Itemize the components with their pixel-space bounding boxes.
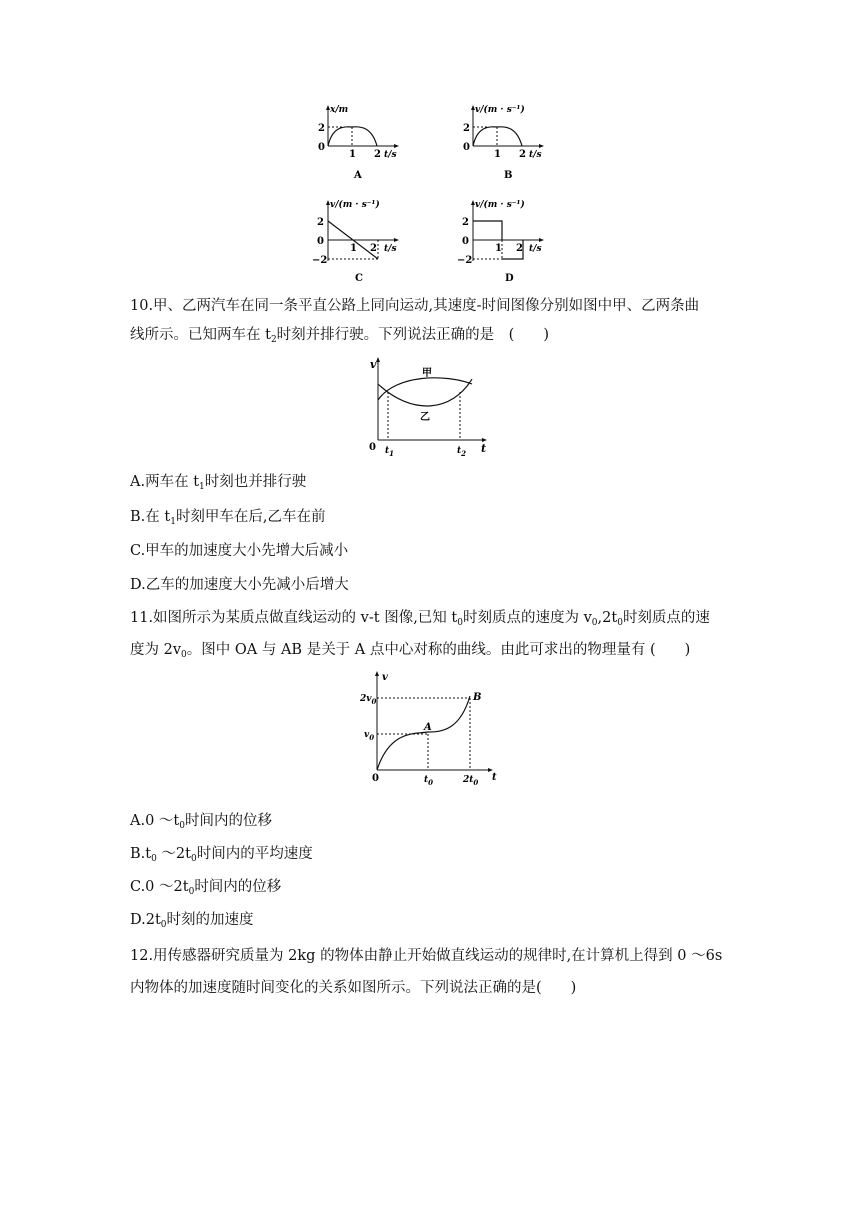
y-axis-label: v/(m · s⁻¹) xyxy=(475,105,525,115)
figure-caption: A xyxy=(354,170,362,181)
figure-q11-velocity-time xyxy=(360,670,505,790)
tick-label: 2 xyxy=(374,149,381,160)
question-12-text-line-1: 12.用传感器研究质量为 2kg 的物体由静止开始做直线运动的规律时,在计算机上得到 0 ～6s xyxy=(130,948,723,964)
question-11-text-line-2: 度为 $2v_0$。图中 OA 与 AB 是关于 A 点中心对称的曲线。由此可求出的物理量有 ( ) xyxy=(130,642,691,660)
figure-caption: D xyxy=(505,273,514,284)
figure-caption: B xyxy=(504,170,513,181)
tick-label-v0: $v_0$ xyxy=(364,730,375,742)
tick-label: 0 xyxy=(463,142,470,153)
tick-label: 2 xyxy=(516,243,523,254)
tick-label: 1 xyxy=(495,243,502,254)
curve-label-jia: 甲 xyxy=(422,368,432,379)
tick-label: 0 xyxy=(318,142,325,153)
figure-option-b xyxy=(455,100,565,182)
figure-option-d xyxy=(455,195,565,287)
tick-label: −2 xyxy=(312,255,328,266)
q10-option-b[interactable]: B.在 $t_1$时刻甲车在后,乙车在前 xyxy=(130,509,326,527)
y-axis-label: x/m xyxy=(330,105,349,115)
tick-label: 2 xyxy=(519,149,526,160)
tick-label: 1 xyxy=(494,149,501,160)
question-12-text-line-2: 内物体的加速度随时间变化的关系如图所示。下列说法正确的是( ) xyxy=(130,980,577,996)
figure-caption: C xyxy=(355,273,363,284)
point-label-b: B xyxy=(473,692,482,703)
origin-label: 0 xyxy=(369,442,376,453)
q11-option-c[interactable]: C.0 $\sim 2t_0$时间内的位移 xyxy=(130,879,282,897)
tick-label: 2 xyxy=(317,217,324,228)
tick-label: 0 xyxy=(462,236,469,247)
q11-option-a[interactable]: A.0 $\sim t_0$时间内的位移 xyxy=(130,813,272,831)
q10-option-a[interactable]: A.两车在 $t_1$时刻也并排行驶 xyxy=(130,474,307,492)
tick-label: 1 xyxy=(349,149,356,160)
question-11-text-line-1: 11.如图所示为某质点做直线运动的 v-t 图像,已知 $t_0$时刻质点的速度为 $v_0,2t_0$时刻质点的速 xyxy=(130,610,710,628)
x-axis-label: t xyxy=(492,772,497,783)
tick-label: 2 xyxy=(318,123,325,134)
question-10-text-line-1: 10.甲、乙两汽车在同一条平直公路上同向运动,其速度-时间图像分别如图中甲、乙两条曲 xyxy=(130,298,700,314)
tick-label: 2 xyxy=(462,217,469,228)
q11-option-d[interactable]: $D.2t_0$时刻的加速度 xyxy=(130,912,254,930)
x-axis-label: t/s xyxy=(529,244,542,254)
tick-label-t2: $t_2$ xyxy=(457,446,467,458)
y-axis-label: v/(m · s⁻¹) xyxy=(475,200,525,210)
tick-label: 2 xyxy=(463,123,470,134)
tick-label-2v0: $2v_0$ xyxy=(360,694,377,706)
y-axis-label: v xyxy=(382,672,388,683)
tick-label-t1: $t_1$ xyxy=(385,446,395,458)
x-axis-label: t xyxy=(481,442,487,455)
point-label-a: A xyxy=(424,722,432,733)
question-10-text-line-2: 线所示。已知两车在 $t_2$时刻并排行驶。下列说法正确的是 ( ) xyxy=(130,327,549,345)
figure-q10-velocity-time xyxy=(362,356,492,462)
q11-option-b[interactable]: $B.t_0$ $\sim 2t_0$时间内的平均速度 xyxy=(130,846,313,864)
x-axis-label: t/s xyxy=(384,244,397,254)
x-axis-label: t/s xyxy=(384,150,397,160)
tick-label: 0 xyxy=(317,236,324,247)
tick-label: 1 xyxy=(350,243,357,254)
y-axis-label: v xyxy=(370,358,377,371)
figure-option-a xyxy=(310,100,410,182)
tick-label: 2 xyxy=(370,243,377,254)
tick-label-t0: $t_0$ xyxy=(424,775,434,787)
tick-label-2t0: $2t_0$ xyxy=(463,775,479,787)
tick-label: −2 xyxy=(457,255,473,266)
q10-option-d[interactable]: D.乙车的加速度大小先减小后增大 xyxy=(130,577,349,593)
curve-label-yi: 乙 xyxy=(420,412,430,423)
figure-option-c xyxy=(303,195,413,287)
q10-option-c[interactable]: C.甲车的加速度大小先增大后减小 xyxy=(130,543,349,559)
origin-label: 0 xyxy=(372,773,379,784)
x-axis-label: t/s xyxy=(529,150,542,160)
y-axis-label: v/(m · s⁻¹) xyxy=(330,200,380,210)
